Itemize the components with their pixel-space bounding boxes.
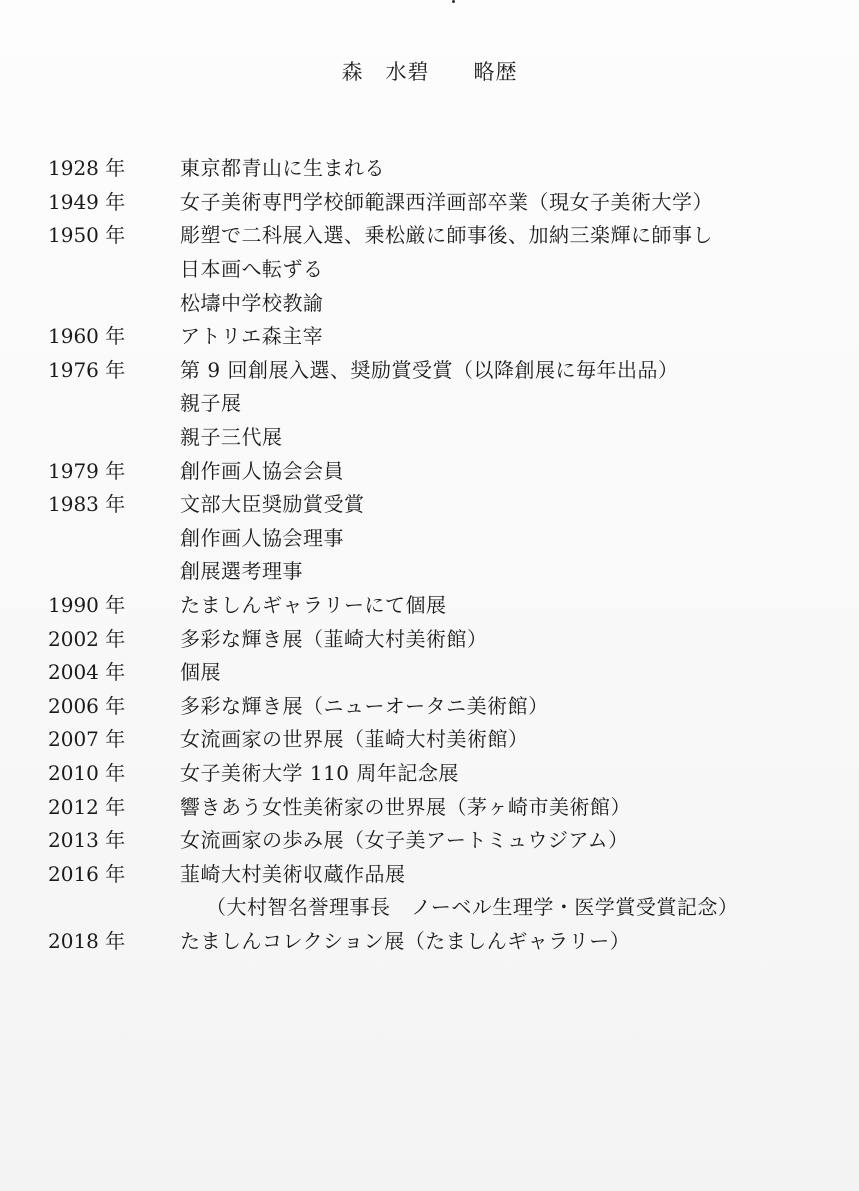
biography-entry <box>48 654 838 688</box>
biography-entry <box>48 855 838 889</box>
biography-entry <box>48 352 838 386</box>
entry-year: 2013 年 <box>48 828 126 853</box>
biography-entry <box>48 688 838 722</box>
entry-event: 創作画人協会理事 <box>180 525 344 550</box>
entry-year: 2018 年 <box>48 928 126 953</box>
biography-entry <box>48 755 838 789</box>
entry-event: 女子美術大学 110 周年記念展 <box>180 760 459 785</box>
entry-event: アトリエ森主宰 <box>180 324 324 349</box>
entry-event: 創作画人協会会員 <box>180 458 344 483</box>
entry-event: 女流画家の世界展（韮崎大村美術館） <box>180 727 529 752</box>
entry-event: 多彩な輝き展（韮崎大村美術館） <box>180 626 488 651</box>
biography-list <box>48 150 838 956</box>
entry-event: 親子三代展 <box>180 425 283 450</box>
entry-year: 1979 年 <box>48 458 126 483</box>
biography-entry <box>48 553 838 587</box>
entry-year: 1950 年 <box>48 223 126 248</box>
entry-year: 1949 年 <box>48 189 126 214</box>
entry-year: 1976 年 <box>48 357 126 382</box>
biography-entry <box>48 217 838 251</box>
entry-event: （大村智名誉理事長 ノーベル生理学・医学賞受賞記念） <box>206 895 739 920</box>
biography-entry <box>48 486 838 520</box>
biography-entry <box>48 419 838 453</box>
entry-year: 2004 年 <box>48 660 126 685</box>
entry-event: たましんギャラリーにて個展 <box>180 593 447 618</box>
entry-event: 響きあう女性美術家の世界展（茅ヶ崎市美術館） <box>180 794 631 819</box>
entry-event: 韮崎大村美術収蔵作品展 <box>180 861 406 886</box>
entry-year: 2007 年 <box>48 727 126 752</box>
entry-year: 2016 年 <box>48 861 126 886</box>
entry-event: 文部大臣奨励賞受賞 <box>180 492 365 517</box>
entry-event: 女子美術専門学校師範課西洋画部卒業（現女子美術大学） <box>180 189 713 214</box>
biography-entry <box>48 184 838 218</box>
entry-year: 1983 年 <box>48 492 126 517</box>
entry-year: 1990 年 <box>48 593 126 618</box>
speck-mark <box>452 0 455 3</box>
biography-entry <box>48 150 838 184</box>
entry-year: 2002 年 <box>48 626 126 651</box>
biography-entry <box>48 385 838 419</box>
entry-event: 第 9 回創展入選、奨励賞受賞（以降創展に毎年出品） <box>180 357 679 382</box>
biography-entry <box>48 788 838 822</box>
biography-entry <box>48 620 838 654</box>
entry-event: 多彩な輝き展（ニューオータニ美術館） <box>180 693 549 718</box>
biography-entry <box>48 822 838 856</box>
entry-event: たましんコレクション展（たましんギャラリー） <box>180 928 631 953</box>
biography-entry <box>48 923 838 957</box>
entry-year: 1928 年 <box>48 156 126 181</box>
entry-year: 2012 年 <box>48 794 126 819</box>
entry-year: 2010 年 <box>48 760 126 785</box>
biography-entry <box>48 520 838 554</box>
entry-event: 親子展 <box>180 391 242 416</box>
entry-event: 日本画へ転ずる <box>180 257 324 282</box>
entry-event: 女流画家の歩み展（女子美アートミュウジアム） <box>180 828 629 853</box>
entry-event: 東京都青山に生まれる <box>180 156 385 181</box>
biography-entry <box>48 452 838 486</box>
entry-event: 個展 <box>180 660 221 685</box>
entry-year: 2006 年 <box>48 693 126 718</box>
entry-event: 彫塑で二科展入選、乗松厳に師事後、加納三楽輝に師事し <box>180 223 713 248</box>
entry-event: 松壔中学校教諭 <box>180 290 324 315</box>
biography-entry <box>48 318 838 352</box>
entry-year: 1960 年 <box>48 324 126 349</box>
biography-entry <box>48 284 838 318</box>
biography-entry <box>48 721 838 755</box>
biography-entry <box>48 889 838 923</box>
document-title: 森 水碧 略歴 <box>341 60 518 84</box>
biography-entry <box>48 587 838 621</box>
entry-event: 創展選考理事 <box>180 559 303 584</box>
biography-entry <box>48 251 838 285</box>
